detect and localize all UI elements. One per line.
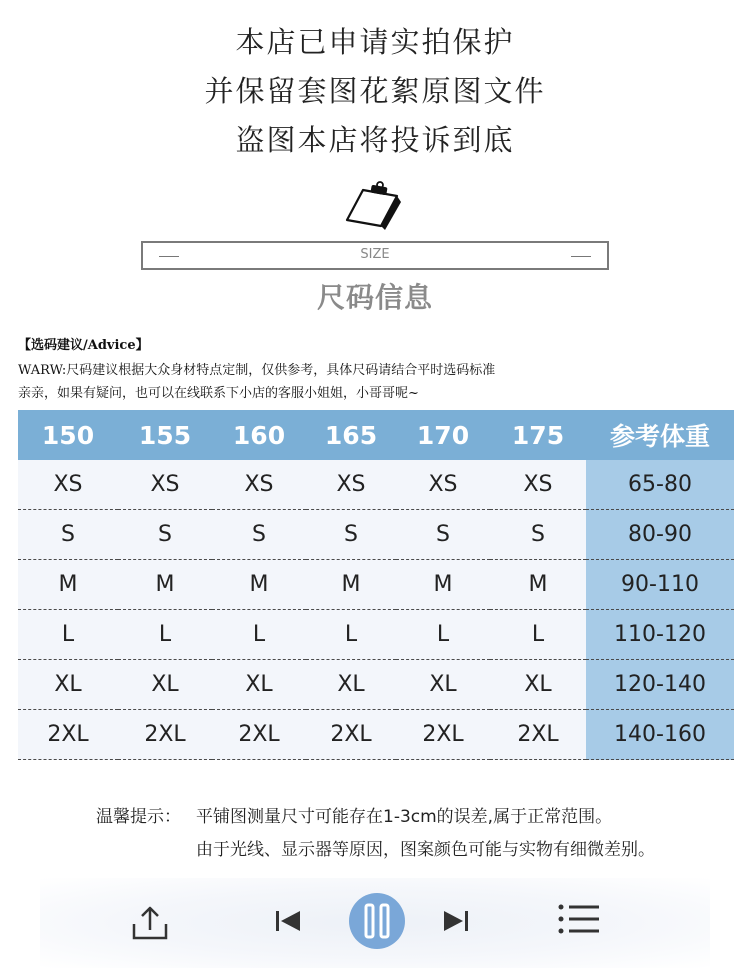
pause-icon[interactable]	[347, 891, 407, 951]
weight-cell: 90-110	[586, 560, 734, 610]
divider-right	[571, 256, 591, 257]
notice-line-2: 并保留套图花絮原图文件	[204, 74, 546, 108]
weight-cell: 80-90	[586, 510, 734, 560]
table-cell: 2XL	[18, 710, 118, 760]
header-height-165: 165	[306, 410, 396, 460]
table-cell: XS	[396, 460, 490, 510]
table-row	[18, 510, 734, 560]
table-cell: XS	[18, 460, 118, 510]
advice-heading: 【选码建议/Advice】	[18, 338, 149, 353]
table-cell: 2XL	[306, 710, 396, 760]
notice-line-1: 本店已申请实拍保护	[235, 25, 515, 59]
table-cell: M	[396, 560, 490, 610]
header-height-175: 175	[490, 410, 586, 460]
table-cell: S	[18, 510, 118, 560]
table-cell: XL	[306, 660, 396, 710]
size-heading-box	[141, 241, 609, 270]
playlist-icon[interactable]	[556, 902, 602, 936]
weight-cell: 120-140	[586, 660, 734, 710]
table-cell: XL	[396, 660, 490, 710]
advice-line-2: 亲亲，如果有疑问，也可以在线联系下小店的客服小姐姐，小哥哥呢~	[18, 386, 419, 401]
table-cell: XS	[490, 460, 586, 510]
table-cell: XL	[212, 660, 306, 710]
table-cell: XL	[18, 660, 118, 710]
section-title: 尺码信息	[316, 281, 433, 314]
advice-line-1: WARW:尺码建议根据大众身材特点定制，仅供参考，具体尺码请结合平时选码标准	[18, 363, 496, 378]
table-cell: M	[18, 560, 118, 610]
table-cell: S	[490, 510, 586, 560]
table-row	[18, 660, 734, 710]
table-cell: L	[306, 610, 396, 660]
next-icon[interactable]	[440, 905, 472, 937]
tips-label: 温馨提示：	[96, 807, 181, 827]
table-row	[18, 610, 734, 660]
notice-line-3: 盗图本店将投诉到底	[235, 123, 515, 157]
table-cell: S	[212, 510, 306, 560]
weight-cell: 140-160	[586, 710, 734, 760]
tips-line-1: 平铺图测量尺寸可能存在1-3cm的误差,属于正常范围。	[196, 807, 613, 827]
table-cell: XL	[118, 660, 212, 710]
header-height-150: 150	[18, 410, 118, 460]
table-cell: L	[18, 610, 118, 660]
table-cell: M	[118, 560, 212, 610]
table-row	[18, 710, 734, 760]
table-cell: XS	[118, 460, 212, 510]
table-cell: L	[490, 610, 586, 660]
table-cell: L	[212, 610, 306, 660]
clipboard-icon	[345, 180, 405, 230]
previous-icon[interactable]	[272, 905, 304, 937]
weight-cell: 65-80	[586, 460, 734, 510]
table-cell: 2XL	[118, 710, 212, 760]
header-height-160: 160	[212, 410, 306, 460]
table-cell: M	[490, 560, 586, 610]
table-cell: S	[306, 510, 396, 560]
share-icon[interactable]	[130, 902, 170, 942]
table-cell: S	[396, 510, 490, 560]
table-cell: XS	[212, 460, 306, 510]
table-row	[18, 560, 734, 610]
table-cell: S	[118, 510, 212, 560]
table-cell: 2XL	[396, 710, 490, 760]
weight-cell: 110-120	[586, 610, 734, 660]
table-cell: M	[306, 560, 396, 610]
table-cell: XS	[306, 460, 396, 510]
header-weight: 参考体重	[586, 410, 734, 460]
size-table	[18, 410, 734, 760]
tips-line-2: 由于光线、显示器等原因，图案颜色可能与实物有细微差别。	[196, 840, 655, 860]
header-height-170: 170	[396, 410, 490, 460]
table-cell: 2XL	[490, 710, 586, 760]
table-row	[18, 460, 734, 510]
table-cell: L	[396, 610, 490, 660]
table-cell: XL	[490, 660, 586, 710]
table-cell: 2XL	[212, 710, 306, 760]
table-cell: L	[118, 610, 212, 660]
size-table-header	[18, 410, 734, 460]
size-label: SIZE	[360, 247, 390, 262]
table-cell: M	[212, 560, 306, 610]
header-height-155: 155	[118, 410, 212, 460]
